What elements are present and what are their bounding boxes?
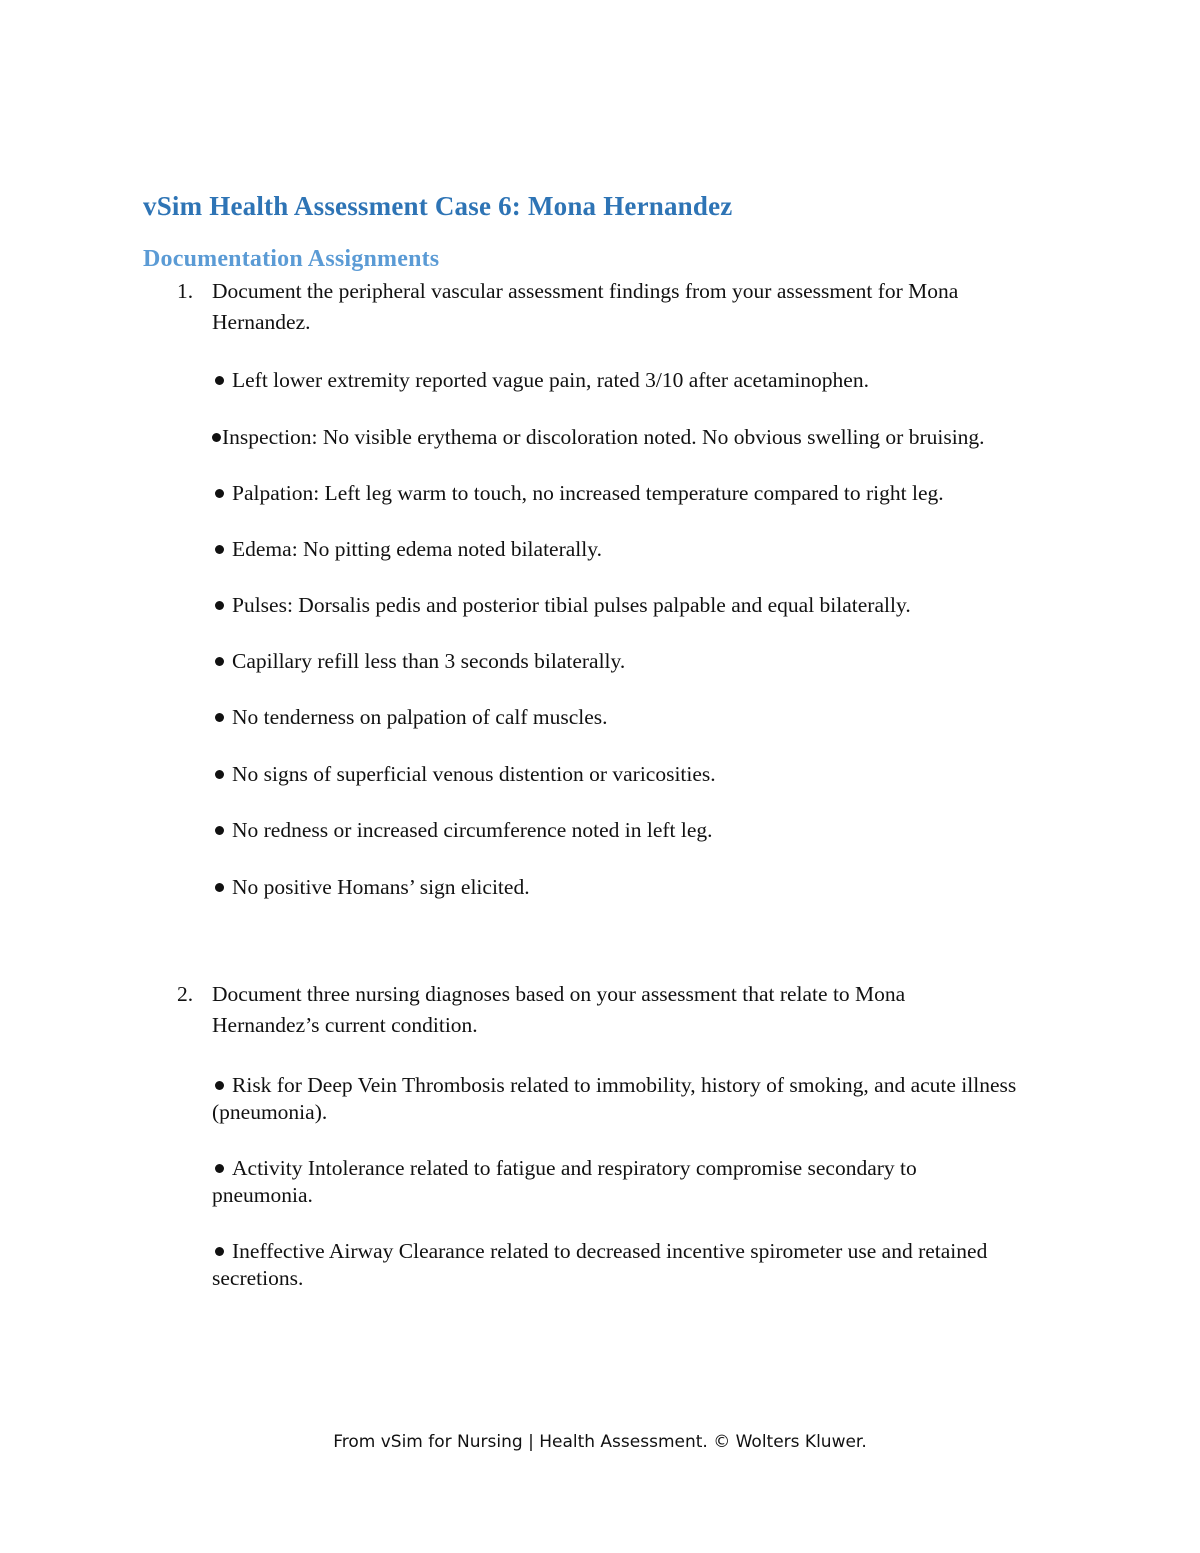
document-title: vSim Health Assessment Case 6: Mona Hernandez <box>143 191 733 221</box>
assignment-2-text: Document three nursing diagnoses based on your assessment that relate to Mona Hernandez’s current condition. <box>212 982 906 1037</box>
bullet-icon <box>215 489 224 498</box>
bullet-icon <box>215 1164 224 1173</box>
list-item: No redness or increased circumference noted in left leg. <box>212 818 713 843</box>
list-number-2: 2. <box>177 982 194 1006</box>
section-heading: Documentation Assignments <box>143 246 440 272</box>
assignment-1-text: Document the peripheral vascular assessment findings from your assessment for Mona Hernandez. <box>212 279 959 334</box>
bullet-icon <box>215 826 224 835</box>
list-item: Edema: No pitting edema noted bilaterally. <box>212 537 602 562</box>
list-item: Ineffective Airway Clearance related to decreased incentive spirometer use and retained secretions. <box>212 1239 988 1290</box>
bullet-icon <box>215 713 224 722</box>
bullet-icon <box>215 770 224 779</box>
list-item: No positive Homans’ sign elicited. <box>212 875 530 900</box>
page-footer: From vSim for Nursing | Health Assessment. © Wolters Kluwer. <box>333 1432 867 1452</box>
bullet-icon <box>215 545 224 554</box>
list-item: Palpation: Left leg warm to touch, no increased temperature compared to right leg. <box>212 481 944 506</box>
bullet-icon <box>215 1247 224 1256</box>
list-item: Activity Intolerance related to fatigue and respiratory compromise secondary to pneumonia. <box>212 1156 917 1207</box>
bullet-icon <box>215 883 224 892</box>
list-item: Inspection: No visible erythema or discoloration noted. No obvious swelling or bruising. <box>212 425 985 450</box>
list-item: No tenderness on palpation of calf muscles. <box>212 705 608 730</box>
bullet-icon <box>215 601 224 610</box>
list-number-1: 1. <box>177 279 194 303</box>
bullet-icon <box>215 657 224 666</box>
list-item: Pulses: Dorsalis pedis and posterior tibial pulses palpable and equal bilaterally. <box>212 593 911 618</box>
bullet-icon <box>215 376 224 385</box>
list-item: Capillary refill less than 3 seconds bilaterally. <box>212 649 625 674</box>
bullet-icon <box>215 1081 224 1090</box>
list-item: No signs of superficial venous distention or varicosities. <box>212 762 716 787</box>
list-item: Left lower extremity reported vague pain, rated 3/10 after acetaminophen. <box>212 368 869 393</box>
bullet-icon <box>212 433 221 442</box>
list-item: Risk for Deep Vein Thrombosis related to immobility, history of smoking, and acute illness (pneumonia). <box>212 1073 1017 1124</box>
